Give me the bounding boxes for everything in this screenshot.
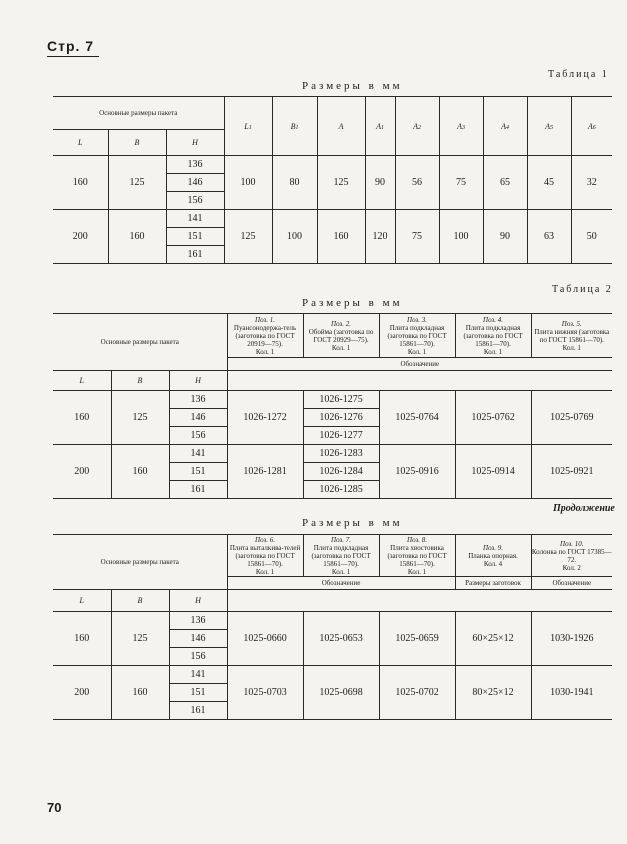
table3-header-spacer — [227, 590, 612, 612]
table2-row1-p2-b: 1026-1276 — [303, 409, 379, 427]
table3-row2-p6: 1025-0703 — [227, 666, 303, 720]
table1-row2-A2: 75 — [395, 210, 439, 264]
table2-row2-p2-a: 1026-1283 — [303, 445, 379, 463]
table2-row2-p5: 1025-0921 — [531, 445, 612, 499]
table3-row2-p10: 1030-1941 — [531, 666, 612, 720]
table3-row1-H2: 146 — [169, 630, 227, 648]
table3-row1-H1: 136 — [169, 612, 227, 630]
table3-blank-sizes-header: Размеры заготовок — [455, 577, 531, 590]
page-number-underline — [47, 56, 99, 57]
table1-col-B: B — [108, 130, 166, 156]
table3-row2-p8: 1025-0702 — [379, 666, 455, 720]
table1-row2-L1: 125 — [224, 210, 272, 264]
table3-col-L: L — [53, 590, 111, 612]
table1-col-a3: A3 — [439, 97, 483, 156]
table2-row2-L: 200 — [53, 445, 111, 499]
table2-row1-B: 125 — [111, 391, 169, 445]
table1-row1-B1: 80 — [272, 156, 317, 210]
table2-row2-H2: 151 — [169, 463, 227, 481]
table1-row1-H1: 136 — [166, 156, 224, 174]
table1-row2-A: 160 — [317, 210, 365, 264]
table2 — [53, 313, 612, 499]
table2-row1-H2: 146 — [169, 409, 227, 427]
table2-col-H: H — [169, 371, 227, 391]
table1 — [53, 96, 612, 264]
table3-group-header: Основные размеры пакета — [53, 535, 227, 590]
continuation-label: Продолжение — [553, 503, 615, 514]
table3-row2-B: 160 — [111, 666, 169, 720]
table3-part9-header: Поз. 9. Планка опорная. Кол. 4 — [455, 535, 531, 577]
table1-col-a1: A1 — [365, 97, 395, 156]
table1-row2-A1: 120 — [365, 210, 395, 264]
table3-row1-p6: 1025-0660 — [227, 612, 303, 666]
table2-row1-L: 160 — [53, 391, 111, 445]
table3-row1-p9: 60×25×12 — [455, 612, 531, 666]
table2-part4-header: Поз. 4. Плита подкладная (заготовка по ГОСТ 15861—70). Кол. 1 — [455, 314, 531, 358]
table1-row2-L: 200 — [53, 210, 108, 264]
table3-part7-header: Поз. 7. Плита подкладная (заготовка по ГОСТ 15861—70). Кол. 1 — [303, 535, 379, 577]
table2-row1-p2-c: 1026-1277 — [303, 427, 379, 445]
table1-row2-B: 160 — [108, 210, 166, 264]
table2-row2-B: 160 — [111, 445, 169, 499]
table3-part6-header: Поз. 6. Плита выталкива-телей (заготовка по ГОСТ 15861—70). Кол. 1 — [227, 535, 303, 577]
table1-row2-A6: 50 — [571, 210, 612, 264]
table3-row2-p9: 80×25×12 — [455, 666, 531, 720]
table1-row2-H1: 141 — [166, 210, 224, 228]
table1-row2-A5: 63 — [527, 210, 571, 264]
table2-row1-p5: 1025-0769 — [531, 391, 612, 445]
table2-row1-H3: 156 — [169, 427, 227, 445]
table2-col-B: B — [111, 371, 169, 391]
table1-row1-A5: 45 — [527, 156, 571, 210]
table3-designation-header: Обозначение — [227, 577, 455, 590]
table1-row1-A: 125 — [317, 156, 365, 210]
table3-part8-header: Поз. 8. Плита хвостовика (заготовка по ГОСТ 15861—70). Кол. 1 — [379, 535, 455, 577]
table1-group-header: Основные размеры пакета — [53, 97, 224, 130]
table2-units: Размеры в мм — [302, 297, 403, 309]
table1-row1-A1: 90 — [365, 156, 395, 210]
table2-row2-p1: 1026-1281 — [227, 445, 303, 499]
table3-row1-p7: 1025-0653 — [303, 612, 379, 666]
table3-row2-p7: 1025-0698 — [303, 666, 379, 720]
table2-group-header: Основные размеры пакета — [53, 314, 227, 371]
table1-col-a6: A6 — [571, 97, 612, 156]
table2-row2-H3: 161 — [169, 481, 227, 499]
table2-col-L: L — [53, 371, 111, 391]
table3-row1-L: 160 — [53, 612, 111, 666]
table2-header-spacer — [227, 371, 612, 391]
table2-row2-p2-c: 1026-1285 — [303, 481, 379, 499]
table1-col-b1: B1 — [272, 97, 317, 156]
table1-row1-B: 125 — [108, 156, 166, 210]
table1-row1-A6: 32 — [571, 156, 612, 210]
table2-part2-header: Поз. 2. Обойма (заготовка по ГОСТ 20929—75). Кол. 1 — [303, 314, 379, 358]
table1-col-a: A — [317, 97, 365, 156]
table3-row1-B: 125 — [111, 612, 169, 666]
table1-row2-A4: 90 — [483, 210, 527, 264]
table3-row2-L: 200 — [53, 666, 111, 720]
table1-col-a4: A4 — [483, 97, 527, 156]
table1-row1-A4: 65 — [483, 156, 527, 210]
table2-part1-header: Поз. 1. Пуансонодержа-тель (заготовка по ГОСТ 20919—75). Кол. 1 — [227, 314, 303, 358]
table1-row1-L: 160 — [53, 156, 108, 210]
table3-designation-header-2: Обозначение — [531, 577, 612, 590]
table2-caption: Таблица 2 — [552, 284, 613, 295]
table3-row1-H3: 156 — [169, 648, 227, 666]
table2-row1-H1: 136 — [169, 391, 227, 409]
table1-row1-L1: 100 — [224, 156, 272, 210]
table1-col-H: H — [166, 130, 224, 156]
table1-row1-A2: 56 — [395, 156, 439, 210]
table3 — [53, 534, 612, 720]
table3-row2-H2: 151 — [169, 684, 227, 702]
table2-row2-p2-b: 1026-1284 — [303, 463, 379, 481]
table2-row1-p4: 1025-0762 — [455, 391, 531, 445]
table2-part5-header: Поз. 5. Плита нижняя (заготовка по ГОСТ 15861—70). Кол. 1 — [531, 314, 612, 358]
table3-row2-H3: 161 — [169, 702, 227, 720]
table2-row1-p2-a: 1026-1275 — [303, 391, 379, 409]
table1-caption: Таблица 1 — [548, 69, 609, 80]
table1-row2-B1: 100 — [272, 210, 317, 264]
table1-row1-H3: 156 — [166, 192, 224, 210]
table3-row1-p10: 1030-1926 — [531, 612, 612, 666]
table3-row1-p8: 1025-0659 — [379, 612, 455, 666]
table2-row2-p4: 1025-0914 — [455, 445, 531, 499]
table2-row2-p3: 1025-0916 — [379, 445, 455, 499]
table1-row1-A3: 75 — [439, 156, 483, 210]
table1-row2-A3: 100 — [439, 210, 483, 264]
page-number-bottom: 70 — [47, 800, 62, 815]
table1-units: Размеры в мм — [302, 80, 403, 92]
table3-row2-H1: 141 — [169, 666, 227, 684]
table3-col-H: H — [169, 590, 227, 612]
table1-row2-H3: 161 — [166, 246, 224, 264]
table3-part10-header: Поз. 10. Колонка по ГОСТ 17385—72. Кол. 2 — [531, 535, 612, 577]
table1-col-L: L — [53, 130, 108, 156]
table1-row2-H2: 151 — [166, 228, 224, 246]
page-number-top: Стр. 7 — [47, 38, 95, 54]
table2-row2-H1: 141 — [169, 445, 227, 463]
table3-col-B: B — [111, 590, 169, 612]
table2-row1-p1: 1026-1272 — [227, 391, 303, 445]
table3-units: Размеры в мм — [302, 517, 403, 529]
table1-col-a5: A5 — [527, 97, 571, 156]
table2-designation-header: Обозначение — [227, 358, 612, 371]
table1-row1-H2: 146 — [166, 174, 224, 192]
table1-col-a2: A2 — [395, 97, 439, 156]
table2-row1-p3: 1025-0764 — [379, 391, 455, 445]
table2-part3-header: Поз. 3. Плита подкладная (заготовка по ГОСТ 15861—70). Кол. 1 — [379, 314, 455, 358]
table1-col-l1: L1 — [224, 97, 272, 156]
